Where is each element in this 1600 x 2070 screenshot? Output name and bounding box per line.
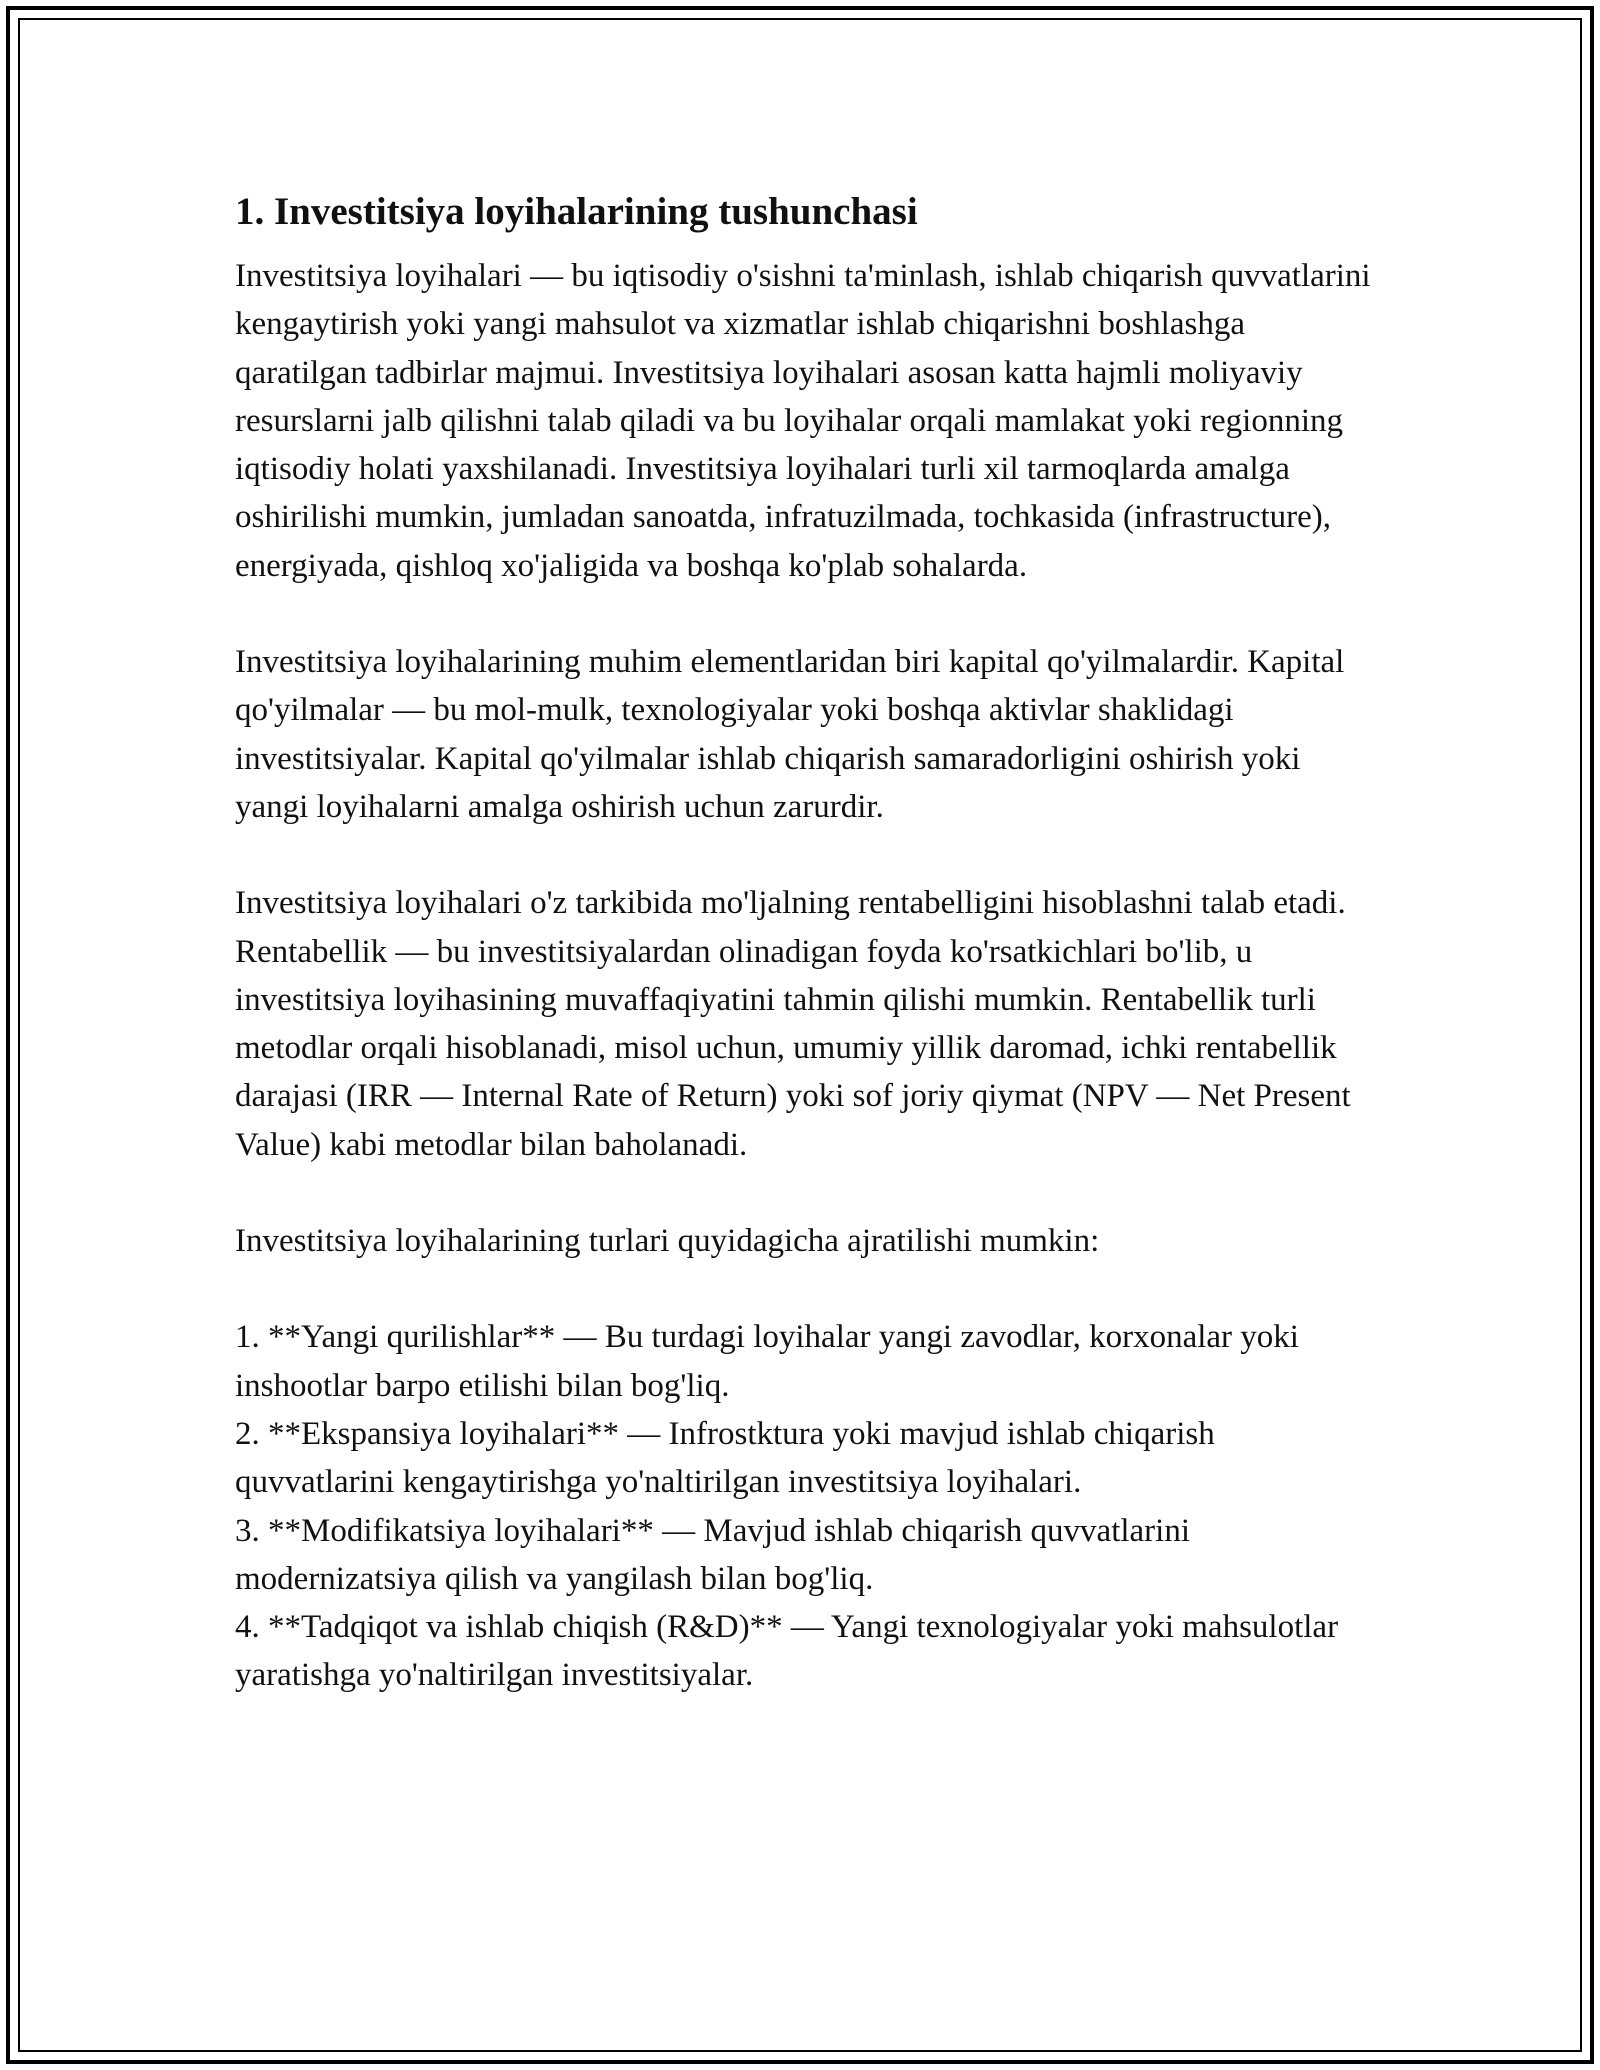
paragraph-gap (235, 831, 1375, 879)
list-item: 2. **Ekspansiya loyihalari** — Infrostktura yoki mavjud ishlab chiqarish quvvatlarini kengaytirishga yo'naltirilgan investitsiya loyihalari. (235, 1415, 1223, 1501)
paragraph-gap (235, 1265, 1375, 1313)
list-item: 3. **Modifikatsiya loyihalari** — Mavjud ishlab chiqarish quvvatlarini modernizatsiya qilish va yangilash bilan bog'liq. (235, 1512, 1199, 1597)
paragraph-types-intro: Investitsiya loyihalarining turlari quyidagicha ajratilishi mumkin: (235, 1223, 1100, 1260)
list-item: 1. **Yangi qurilishlar** — Bu turdagi loyihalar yangi zavodlar, korxonalar yoki inshootlar barpo etilishi bilan bog'liq. (235, 1319, 1308, 1404)
paragraph-gap (235, 1169, 1375, 1217)
paragraph-profitability: Investitsiya loyihalari o'z tarkibida mo'ljalning rentabelligini hisoblashni talab etadi. Rentabellik — bu investitsiyalardan olinadigan foyda ko'rsatkichlari bo'lib, u investitsiya loyihasining muvaffaqiyatini tahmin qilishi mumkin. Rentabellik turli metodlar orqali hisoblanadi, misol uchun, umumiy yillik daromad, ichki rentabellik darajasi (IRR — Internal Rate of Return) yoki sof joriy qiymat (NPV — Net Present Value) kabi metodlar bilan baholanadi. (235, 885, 1359, 1163)
section-heading: 1. Investitsiya loyihalarining tushunchasi (235, 190, 918, 233)
types-list (235, 1313, 1375, 1699)
paragraph-capital-investments: Investitsiya loyihalarining muhim elementlaridan biri kapital qo'yilmalardir. Kapital qo'yilmalar — bu mol-mulk, texnologiyalar yoki boshqa aktivlar shaklidagi investitsiyalar. Kapital qo'yilmalar ishlab chiqarish samaradorligini oshirish yoki yangi loyihalarni amalga oshirish uchun zarurdir. (235, 644, 1353, 825)
paragraph-gap (235, 590, 1375, 638)
paragraph-definition: Investitsiya loyihalari — bu iqtisodiy o'sishni ta'minlash, ishlab chiqarish quvvatlarini kengaytirish yoki yangi mahsulot va xizmatlar ishlab chiqarishni boshlashga qaratilgan tadbirlar majmui. Investitsiya loyihalari asosan katta hajmli moliyaviy resurslarni jalb qilishni talab qiladi va bu loyihalar orqali mamlakat yoki regionning iqtisodiy holati yaxshilanadi. Investitsiya loyihalari turli xil tarmoqlarda amalga oshirilishi mumkin, jumladan sanoatda, infratuzilmada, tochkasida (infrastructure), energiyada, qishloq xo'jaligida va boshqa ko'plab sohalarda. (235, 258, 1379, 584)
list-item: 4. **Tadqiqot va ishlab chiqish (R&D)** — Yangi texnologiyalar yoki mahsulotlar yaratishga yo'naltirilgan investitsiyalar. (235, 1609, 1347, 1694)
document-body (235, 184, 1379, 1700)
